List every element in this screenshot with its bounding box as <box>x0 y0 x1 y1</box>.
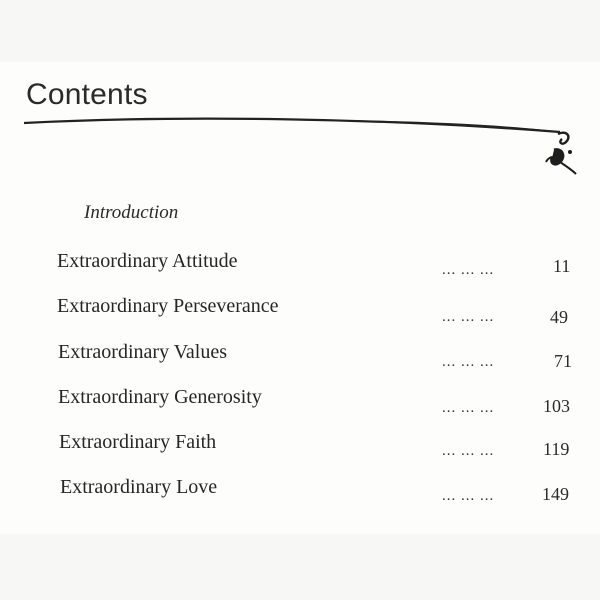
toc-entry-leader: ... ... ... <box>442 488 495 504</box>
toc-entry-leader: ... ... ... <box>442 443 495 459</box>
toc-entry-page: 119 <box>543 439 570 459</box>
toc-entry-page: 149 <box>542 484 569 504</box>
toc-entry-leader: ... ... ... <box>442 400 495 416</box>
toc-entry-love <box>0 474 600 504</box>
toc-entry-generosity <box>0 384 600 414</box>
toc-entry-title: Extraordinary Faith <box>59 431 217 453</box>
toc-entry-title: Extraordinary Perseverance <box>57 295 279 317</box>
contents-heading: Contents <box>26 78 148 111</box>
flourish-ornament-icon <box>540 128 580 176</box>
toc-entry-title: Extraordinary Values <box>58 341 228 363</box>
toc-entry-leader: ... ... ... <box>442 262 495 278</box>
toc-entry-page: 11 <box>553 256 571 276</box>
toc-entry-page: 49 <box>550 307 568 327</box>
toc-entry-page: 103 <box>543 396 570 416</box>
toc-entry-title: Extraordinary Attitude <box>57 250 238 272</box>
toc-entry-values <box>0 339 600 369</box>
toc-entry-perseverance <box>0 293 600 327</box>
heading-swash-rule <box>0 110 600 170</box>
toc-entry-title: Extraordinary Generosity <box>58 386 262 408</box>
toc-entry-faith <box>0 429 600 459</box>
introduction-entry: Introduction <box>84 202 179 223</box>
toc-entry-page: 71 <box>554 351 572 371</box>
toc-entry-attitude <box>0 248 600 278</box>
toc-entry-title: Extraordinary Love <box>60 476 218 498</box>
toc-entry-leader: ... ... ... <box>442 309 495 325</box>
toc-entry-leader: ... ... ... <box>442 354 495 370</box>
